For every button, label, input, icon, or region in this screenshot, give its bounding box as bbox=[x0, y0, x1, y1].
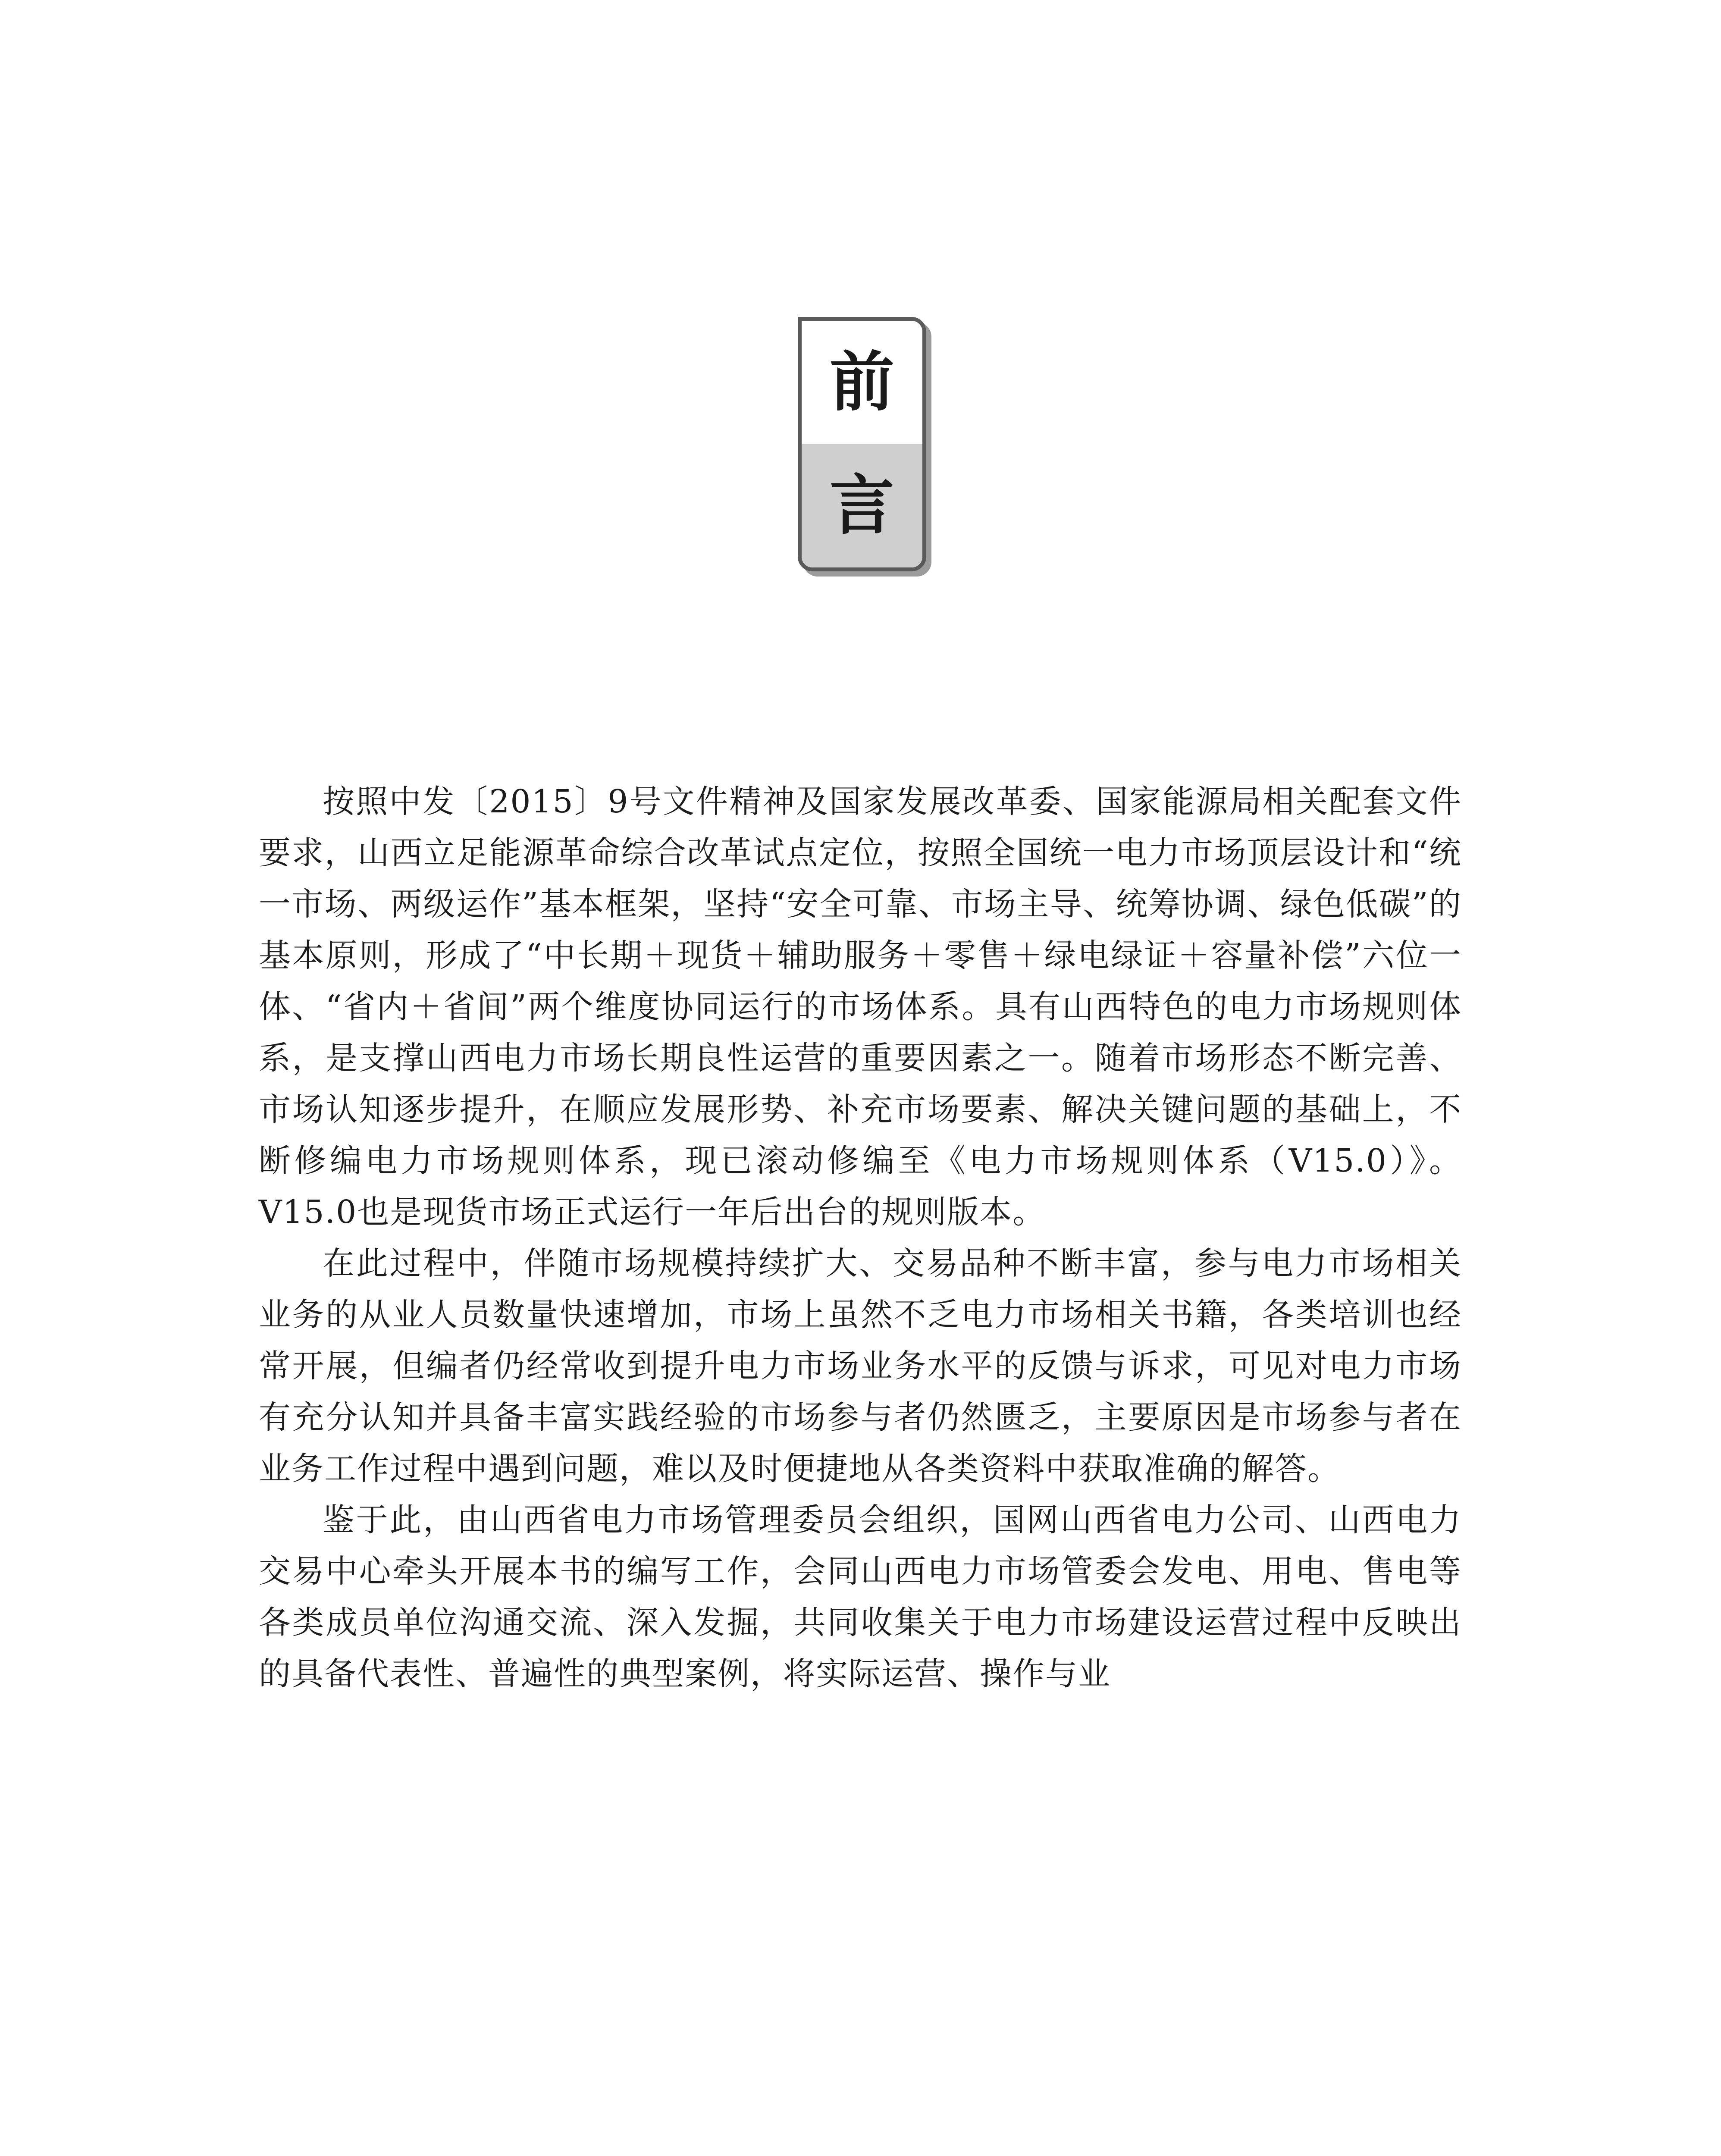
preface-body bbox=[259, 776, 1462, 1700]
heading-char-2: 言 bbox=[829, 468, 894, 543]
heading-top-panel bbox=[802, 321, 922, 444]
paragraph-1: 按照中发〔2015〕9号文件精神及国家发展改革委、国家能源局相关配套文件要求，山西立足能源革命综合改革试点定位，按照全国统一电力市场顶层设计和“统一市场、两级运作”基本框架，坚持“安全可靠、市场主导、统筹协调、绿色低碳”的基本原则，形成了“中长期＋现货＋辅助服务＋零售＋绿电绿证＋容量补偿”六位一体、“省内＋省间”两个维度协同运行的市场体系。具有山西特色的电力市场规则体系，是支撑山西电力市场长期良性运营的重要因素之一。随着市场形态不断完善、市场认知逐步提升，在顺应发展形势、补充市场要素、解决关键问题的基础上，不断修编电力市场规则体系，现已滚动修编至《电力市场规则体系（V15.0）》。V15.0也是现货市场正式运行一年后出台的规则版本。 bbox=[259, 783, 1462, 1231]
heading-bottom-panel bbox=[802, 444, 922, 567]
paragraph-3: 鉴于此，由山西省电力市场管理委员会组织，国网山西省电力公司、山西电力交易中心牵头开展本书的编写工作，会同山西电力市场管委会发电、用电、售电等各类成员单位沟通交流、深入发掘，共同收集关于电力市场建设运营过程中反映出的具备代表性、普遍性的典型案例，将实际运营、操作与业 bbox=[259, 1501, 1462, 1692]
heading-char-1: 前 bbox=[829, 345, 894, 420]
preface-heading-badge bbox=[798, 317, 926, 571]
paragraph-2: 在此过程中，伴随市场规模持续扩大、交易品种不断丰富，参与电力市场相关业务的从业人员数量快速增加，市场上虽然不乏电力市场相关书籍，各类培训也经常开展，但编者仍经常收到提升电力市场业务水平的反馈与诉求，可见对电力市场有充分认知并具备丰富实践经验的市场参与者仍然匮乏，主要原因是市场参与者在业务工作过程中遇到问题，难以及时便捷地从各类资料中获取准确的解答。 bbox=[259, 1245, 1462, 1487]
